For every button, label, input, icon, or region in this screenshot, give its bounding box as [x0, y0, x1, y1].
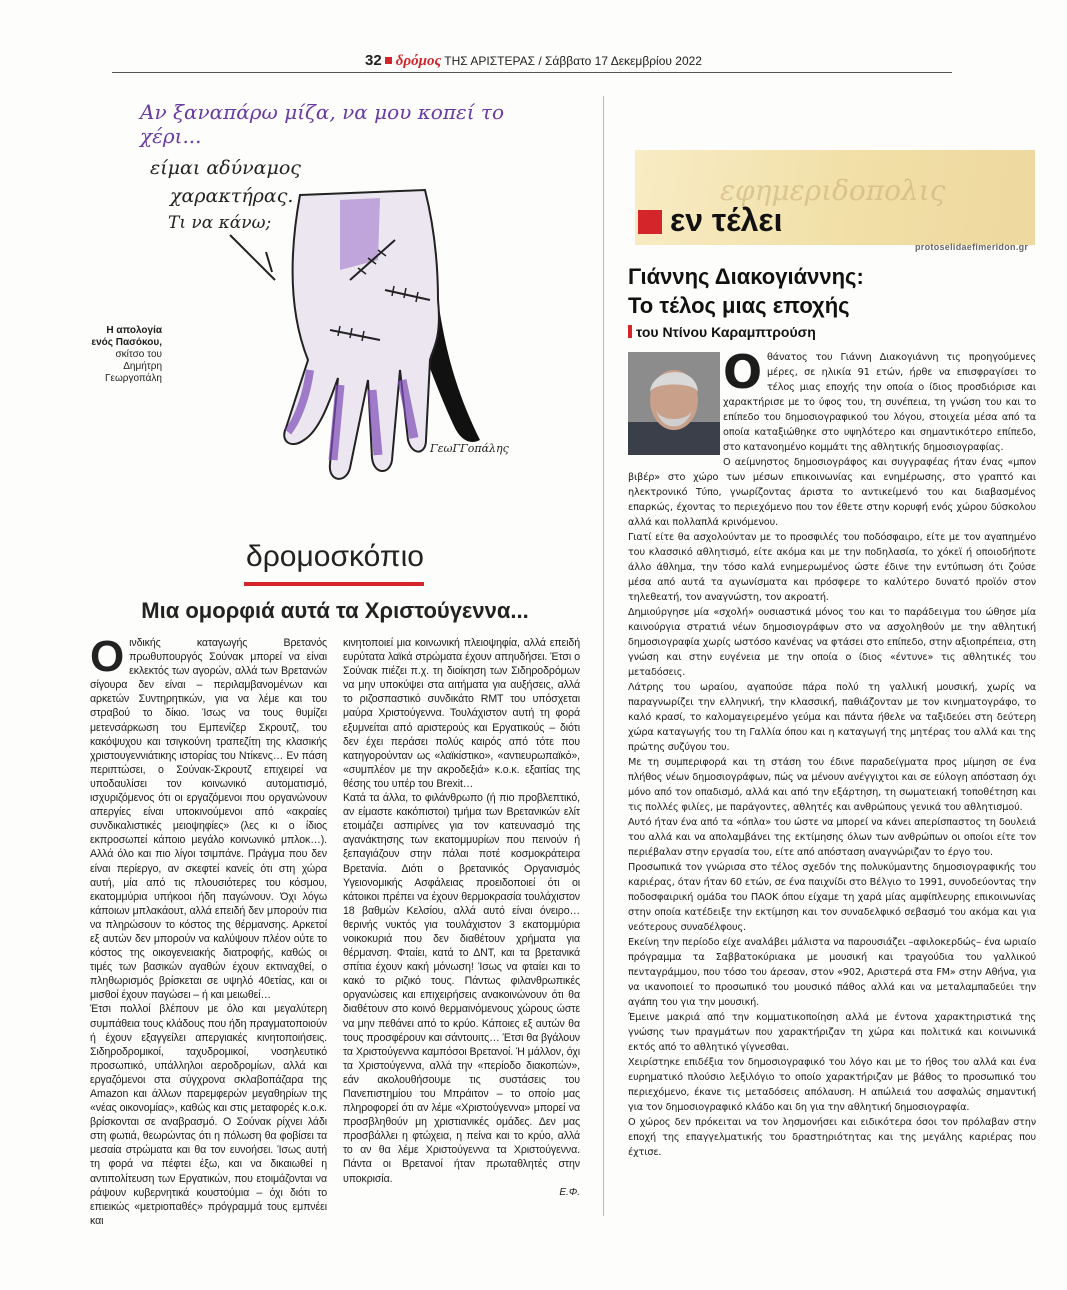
brand-logo: δρόμος	[395, 53, 442, 69]
article1-col2-para2: Κατά τα άλλα, το φιλάνθρωπο (ή πιο προβλεπτικό, αν είμαστε κακόπιστοι) τμήμα των Βρετανικών ελίτ ετοιμάζει ασπιρίνες για τον κατευνασμό της αγανάκτησης των εκατομμυρίων που πεινούν ή ξεπαγιάζουν στην πάλαι ποτέ κοσμοκράτειρα Βρετανία. Διότι ο βρετανικός Οργανισμός Υγειονομικής Ασφάλειας προειδοποιεί ότι οι κάτοικοι πρέπει να έχουν θερμοκρασία τουλάχιστον 18 βαθμών Κελσίου, αλλά αυτό είναι όνειρο… θερινής νυκτός για τουλάχιστον 3 εκατομμύρια νοικοκυριά που δεν διαθέτουν χρήματα για θέρμανση. Φταίει, κατά το ΔΝΤ, και τα βρετανικά σπίτια έχουν κακή μόνωση! Ίσως να φταίει και το κακό το ριζικό τους. Πάντως φιλανθρωπικές οργανώσεις και επιχειρήσεις ανακοινώνουν ότι θα διαθέτουν στο κοινό θερμαινόμενους χώρους ώστε να μην πεθάνει από το κρύο. Κάποιες εξ αυτών θα τους προσφέρουν και σάντουιτς… Έτσι θα βγάλουν τα Χριστούγεννα καμπόσοι Βρετανοί. Ή μάλλον, όχι τα Χριστούγεννα, αλλά την «περίοδο διακοπών», εάν ακολουθήσουμε τις συστάσεις του Πανεπιστημίου του Μπράιτον – το οποίο μας πληροφορεί ότι αν λέμε «Χριστούγεννα» μπορεί να προσβληθούν μη χριστιανικές ομάδες. Δεν μας προσβάλλει η φτώχεια, η πείνα και το κρύο, αλλά το αν θα λέμε Χριστούγεννα τα Χριστούγεννα. Πάντα οι Βρετανοί ήταν πρωταθλητές στην υποκρισία.	[343, 792, 580, 1185]
byline-text: του Ντίνου Καραμπτρούση	[636, 324, 816, 340]
header-rule	[112, 72, 952, 73]
article2-para: Έμεινε μακριά από την κομματικοποίηση αλλά με έντονα χαρακτηριστικά της γνώσης των πραγμάτων που χαρακτήριζαν τη χώρα και πολιτικά και κοινωνικά εκτός από το αθλητικό γίγνεσθαι.	[628, 1012, 1036, 1053]
cartoon-speech-line-1: είμαι αδύναμος	[150, 157, 301, 179]
article2-para: Εκείνη την περίοδο είχε αναλάβει μάλιστα να παρουσιάζει –αφιλοκερδώς– ένα ωριαίο πρόγραμμα τα Σαββατοκύριακα με μουσική και τραγούδια του γαλλικού πενταγράμμου, που τόσο του άρεσαν, στον «902, Αριστερά στα FM» στην Αθήνα, για να ικανοποιεί το προσωπικό του μουσικό πάθος αλλά και να μεταλαμπαδεύει την αγάπη του για την μουσική.	[628, 937, 1036, 1008]
article2-para: Ο αείμνηστος δημοσιογράφος και συγγραφέας ήταν ένας «μπον βιβέρ» στο χώρο των μέσων επικοινωνίας και ενημέρωσης, στο γραπτό και ηλεκτρονικό Τύπο, γνωρίζοντας άριστα το αντικείμενό του και διαβασμένος επαρκώς, έχοντας το περιεχόμενο που τον έθετε στην κορυφή ενός χώρου δύσκολου αλλά και πολλαπλά κρινόμενου.	[628, 457, 1036, 528]
article1-col2-para1: κινητοποιεί μια κοινωνική πλειοψηφία, αλλά επειδή ευρύτατα λαϊκά στρώματα έχουν απηυδήσει. Έτσι ο Σούνακ πιέζει π.χ. τη διοίκηση των Σιδηροδρόμων να μην υποκύψει στα αιτήματα για αυξήσεις, αλλά το ριζοσπαστικό συνδικάτο RMT του υπόσχεται μαύρα Χριστούγεννα. Τουλάχιστον αυτή τη φορά εξυμνείται από αριστερούς και Εργατικούς – διότι δεν έχει περάσει πολύς καιρός από τότε που κατηγορούνταν ως «λαϊκίστικο», «αντιευρωπαϊκό», «συμπλέον με την ακροδεξιά» κ.ο.κ. εξαιτίας της θέσης του υπέρ του Brexit…	[343, 637, 580, 790]
kicker-underline	[244, 582, 424, 586]
article1-signature: Ε.Φ.	[559, 1187, 580, 1198]
section-label: εν τέλει	[670, 202, 783, 238]
article1-col1-para2: Έτσι πολλοί βλέπουν με όλο και μεγαλύτερη συμπάθεια τους κλάδους που ήδη πραγματοποιούν ή έχουν εξαγγείλει απεργιακές κινητοποιήσεις. Σιδηροδρομικοί, ταχυδρομικοί, νοσηλευτικό προσωπικό, υπάλληλοι αεροδρομίων, αλλά και εργαζόμενοι στα σύγχρονα σκλαβοπάζαρα της Amazon και άλλων παρεμφερών μεγαθηρίων της «νέας οικονομίας», καθώς και στις μεταφορές κ.ο.κ. βρίσκονται σε αναβρασμό. Ο Σούνακ ρίχνει λάδι στη φωτιά, θεωρώντας ότι η πόλωση θα φοβίσει τα μεσαία στρώματα και θα τον ευνοήσει. Ίσως αυτή τη φορά να πέφτει έξω, και να δικαιωθεί η αντιπολίτευση των Εργατικών, που ετοιμάζονται να ράψουν κυβερνητικά κουστούμια – όχι διότι το επιεικώς «μετριοπαθές» πρόγραμμά τους εμπνέει και	[90, 1003, 327, 1227]
article1-column-2	[343, 636, 580, 1186]
clip-masthead-text: εφημεριδοπολις	[720, 174, 946, 207]
byline-bar-icon	[628, 325, 632, 338]
cartoon-hand-drawing	[150, 140, 530, 520]
article1-dropcap: Ο	[90, 632, 125, 681]
header-square-icon	[385, 57, 392, 64]
author-photo	[628, 352, 720, 455]
article2-para: Χειρίστηκε επιδέξια τον δημοσιογραφικό του λόγο και με το ήθος του αλλά και ένα ευρηματικό πλούσιο λεξιλόγιο το οποίο χαρακτήριζαν με βάθος το προσωπικό του περιεχόμενο, έκανε τις μεταδόσεις απόλαυση. Η απώλειά του ασφαλώς σημαντική για τον δημοσιογραφικό κλάδο και δη για την αθλητική δημοσιογραφία.	[628, 1057, 1036, 1113]
cartoon-caption	[82, 325, 162, 385]
article2-para: Ο χώρος δεν πρόκειται να τον λησμονήσει και ειδικότερα όσοι τον πρόλαβαν στην εποχή της επαγγελματικής του δραστηριότητας και της μεγάλης καριέρας που έχτισε.	[628, 1117, 1036, 1158]
article1-col1-para1: ινδικής καταγωγής Βρετανός πρωθυπουργός Σούνακ μπορεί να είναι εκλεκτός των αγορών, αλλά των Βρετανών σίγουρα δεν είναι – περιλαμβανομένων και αρκετών Συντηρητικών, για να λέμε και του στραβού το δίκιο. Ίσως να τους θυμίζει μετενσάρκωση του Εμπενίζερ Σκρουτζ, του κακόψυχου και τσιγκούνη τραπεζίτη της κλασικής χριστουγεννιάτικης ιστορίας του Ντίκενς… Εν πάση περιπτώσει, ο Σούνακ-Σκρουτζ επιχειρεί να υποδαυλίσει τον κοινωνικό αυτοματισμό, ισχυριζόμενος ότι οι εργαζόμενοι που οργανώνουν απεργίες είναι υποκινούμενοι από «ακραίες συνδικαλιστικές μειοψηφίες» (λες κι ο ίδιος εκπροσωπεί κάποιο μεγάλο κοινωνικό μπλοκ…). Αλλά όλο και πιο λίγοι τσιμπάνε. Πράγμα που δεν είναι περίεργο, αν σκεφτεί κανείς ότι στη χώρα αυτή, μία από τις πλουσιότερες του κόσμου, εκατομμύρια υπήκοοι ήδη παγώνουν. Όχι λόγω κάποιων μπλακάουτ, αλλά επειδή δεν μπορούν πια να πληρώσουν το κόστος της θέρμανσης. Αρκετοί εξ αυτών δεν μπορούν να καλύψουν πλέον ούτε το κόστος της οικογενειακής διατροφής, καθώς οι τιμές των βασικών αγαθών έχουν εκτιναχθεί, ο πληθωρισμός βρίσκεται σε υψηλό 40ετίας, και οι μισθοί έχουν παγώσει – ή και μειωθεί…	[90, 637, 327, 1002]
column-divider	[603, 96, 604, 1216]
article2-para: Γιατί είτε θα ασχολούνταν με το προσφιλές του ποδόσφαιρο, είτε με τον αγαπημένο του κλασσικό αθλητισμό, είτε ακόμα και με την ποδηλασία, το χόκεϊ ή οποιοδήποτε άλλο άθλημα, την τόσο καλά ενημερωμένος ώστε έδινε την εντύπωση ότι ζούσε μέσα από αυτά τα αγωνίσματα και πρόσφερε το καλύτερο δυνατό προϊόν στον τηλεθεατή, τον αναγνώστη, τον ακροατή.	[628, 532, 1036, 603]
cartoon-caption-sub: σκίτσο του Δημήτρη Γεωργοπάλη	[105, 349, 162, 384]
section-kicker: δρομοσκόπιο	[246, 540, 424, 573]
section-square-icon	[638, 210, 662, 234]
article2-title-line2: Το τέλος μιας εποχής	[628, 293, 850, 318]
article1-column-1	[90, 632, 327, 1228]
article1-title: Μια ομορφιά αυτά τα Χριστούγεννα...	[141, 598, 529, 623]
article2-para: Με τη συμπεριφορά και τη στάση του έδινε παραδείγματα προς μίμηση σε ένα πλήθος νέων δημοσιογράφων, πώς να μένουν ανέγγιχτοι και σε εύλογη απόσταση όχι μόνο από τον οπαδισμό, αλλά και από την εξάρτηση, τη σωματειακή τοποθέτηση και τις πολλές φιλίες, με παράγοντες, αθλητές και ανθρώπους γενικά του αθλητισμού.	[628, 757, 1036, 813]
cartoon-speech-line-3: Τι να κάνω;	[168, 213, 272, 233]
article2-body	[628, 345, 1036, 1160]
cartoon-speech-line-2: χαρακτήρας.	[170, 185, 294, 207]
article2-para: Δημιούργησε μία «σχολή» ουσιαστικά μόνος του και το παράδειγμα του ώθησε μία καινούργια στρατιά νέων δημοσιογράφων στο να ασχοληθούν με την αθλητική δημοσιογραφία χωρίς ωστόσο κανένας να φτάσει στο επίπεδο, στην αξιοπρέπεια, στη γνώση και στην ευγένεια με την οποία ο ίδιος «έντυνε» τις αθλητικές του μεταδόσεις.	[628, 607, 1036, 678]
article2-para: θάνατος του Γιάννη Διακογιάννη τις προηγούμενες μέρες, σε ηλικία 91 ετών, ήρθε να επισφραγίσει το τέλος μιας εποχής την οποία ο ίδιος προσδιόρισε και χαρακτήρισε με το ύφος του, τη συνέπεια, τη γνώση του και το επίπεδο του δημοσιογραφικού του λόγου, στοιχεία μέσα από τα οποία καταξιώθηκε στο υψηλότερο και σημαντικότερο επίπεδο, στο κατανοημένο κομμάτι της αθλητικής δημοσιογραφίας.	[723, 352, 1036, 453]
header-rest: ΤΗΣ ΑΡΙΣΤΕΡΑΣ / Σάββατο 17 Δεκεμβρίου 2022	[444, 54, 702, 68]
image-source: protoselidaefimeridon.gr	[915, 242, 1029, 252]
page-header	[0, 52, 1067, 70]
article2-byline	[628, 324, 816, 340]
article2-dropcap: Ο	[723, 345, 762, 399]
article2-title	[628, 262, 1028, 320]
article2-title-line1: Γιάννης Διακογιάννης:	[628, 264, 864, 289]
article2-para: Αυτό ήταν ένα από τα «όπλα» του ώστε να μπορεί να κάνει απερίσπαστος τη δουλειά του αλλά και να απολαμβάνει της εκτίμησης όλων των ανθρώπων οι οποίοι είτε τον περιέβαλαν στην εργασία του, είτε από απόσταση αναγνώριζαν το έργο του.	[628, 817, 1036, 858]
cartoon-caption-title: Η απολογία ενός Πασόκου,	[91, 325, 162, 348]
article2-para: Λάτρης του ωραίου, αγαπούσε πάρα πολύ τη γαλλική μουσική, χωρίς να παραγνωρίζει την ελληνική, την κλασσική, παθιάζονταν με τον κινηματογράφο, το καλό κρασί, το καλομαγειρεμένο γεύμα και πάντα ήθελε να ταξιδεύει στη δεύτερη χώρα καταγωγής του τη Γαλλία όπου και η καταγωγή της μητέρας του αλλά και της πρώτης συζύγου του.	[628, 682, 1036, 753]
cartoon-signature: ΓεωΓΓοπάλης	[430, 442, 509, 455]
page-number: 32	[365, 52, 382, 69]
article2-para: Προσωπικά τον γνώρισα στο τέλος σχεδόν της πολυκύμαντης δημοσιογραφικής του καριέρας, όταν ήταν 60 ετών, σε ένα παιχνίδι στο Βέλγιο το 1991, συνοδεύοντας την ποδοσφαιρική ομάδα του ΠΑΟΚ όπου είχαμε τη χαρά μίας αμφίπλευρης επικοινωνίας στην οποία κατέδειξε την εκτίμηση και τον συναδελφικό σεβασμό του ακόμα και για νεότερους συναδέλφους.	[628, 862, 1036, 933]
cartoon-title: Αν ξαναπάρω μίζα, να μου κοπεί το χέρι...	[140, 100, 505, 148]
